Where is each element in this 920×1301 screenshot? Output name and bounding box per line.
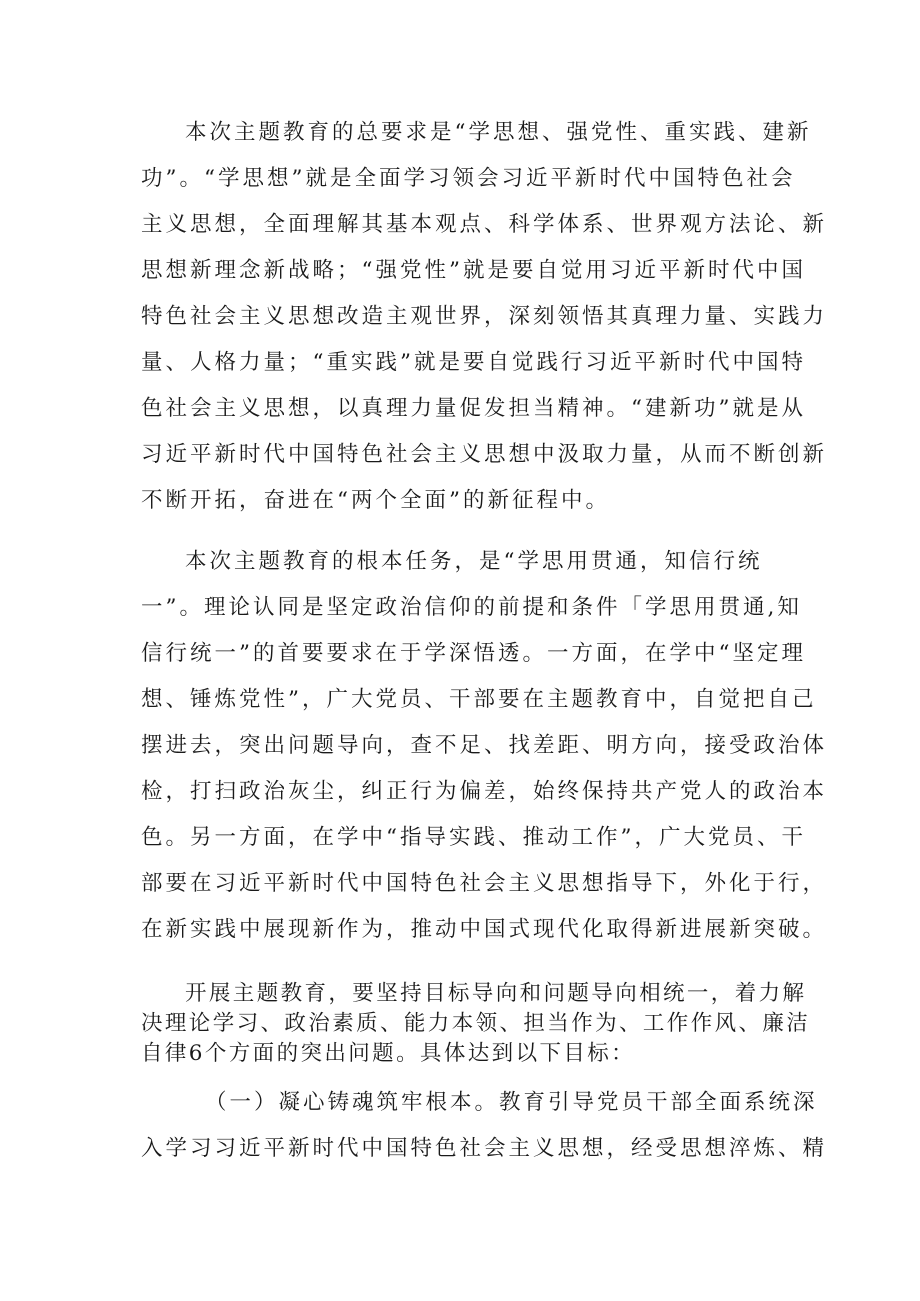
paragraph-1-line-2: 功”。“学思想”就是全面学习领会习近平新时代中国特色社会 xyxy=(141,166,796,191)
paragraph-1-line-8: 习近平新时代中国特色社会主义思想中汲取力量，从而不断创新 xyxy=(141,442,828,467)
paragraph-4-line-1: （一）凝心铸魂筑牢根本。教育引导党员干部全面系统深 xyxy=(205,1090,818,1115)
paragraph-2-line-8: 部要在习近平新时代中国特色社会主义思想指导下，外化于行， xyxy=(141,871,828,896)
paragraph-3-line-1: 开展主题教育，要坚持目标导向和问题导向相统一，着力解 xyxy=(185,981,807,1006)
paragraph-1-line-9: 不断开拓，奋进在“两个全面”的新征程中。 xyxy=(141,488,610,513)
paragraph-4-line-2: 入学习习近平新时代中国特色社会主义思想，经受思想淬炼、精 xyxy=(141,1136,828,1161)
paragraph-1-line-3: 主义思想，全面理解其基本观点、科学体系、世界观方法论、新 xyxy=(141,212,828,237)
paragraph-2-line-1: 本次主题教育的根本任务，是“学思用贯通，知信行统 xyxy=(185,549,763,574)
paragraph-1-line-7: 色社会主义思想，以真理力量促发担当精神。“建新功”就是从 xyxy=(141,396,806,421)
paragraph-2-line-4: 想、锤炼党性”，广大党员、干部要在主题教育中，自觉把自己 xyxy=(141,687,817,712)
paragraph-2-line-6: 检，打扫政治灰尘，纠正行为偏差，始终保持共产党人的政治本 xyxy=(141,779,828,804)
paragraph-2-line-2: 一”。理论认同是坚定政治信仰的前提和条件「学思用贯通,知 xyxy=(141,595,802,620)
paragraph-1-line-1: 本次主题教育的总要求是“学思想、强党性、重实践、建新 xyxy=(185,120,812,145)
paragraph-1-line-6: 量、人格力量；“重实践”就是要自觉践行习近平新时代中国特 xyxy=(141,350,806,375)
paragraph-2-line-9: 在新实践中展现新作为，推动中国式现代化取得新进展新突破。 xyxy=(141,917,828,942)
paragraph-1-line-5: 特色社会主义思想改造主观世界，深刻领悟其真理力量、实践力 xyxy=(141,304,828,329)
paragraph-3-line-2: 决理论学习、政治素质、能力本领、担当作为、工作作风、廉洁 xyxy=(141,1011,811,1036)
paragraph-3-line-3: 自律6个方面的突出问题。具体达到以下目标： xyxy=(141,1041,636,1066)
paragraph-2-line-3: 信行统一”的首要要求在于学深悟透。一方面，在学中“坚定理 xyxy=(141,641,806,666)
paragraph-1-line-4: 思想新理念新战略；“强党性”就是要自觉用习近平新时代中国 xyxy=(141,258,806,283)
paragraph-2-line-5: 摆进去，突出问题导向，查不足、找差距、明方向，接受政治体 xyxy=(141,733,828,758)
paragraph-2-line-7: 色。另一方面，在学中“指导实践、推动工作”，广大党员、干 xyxy=(141,825,806,850)
